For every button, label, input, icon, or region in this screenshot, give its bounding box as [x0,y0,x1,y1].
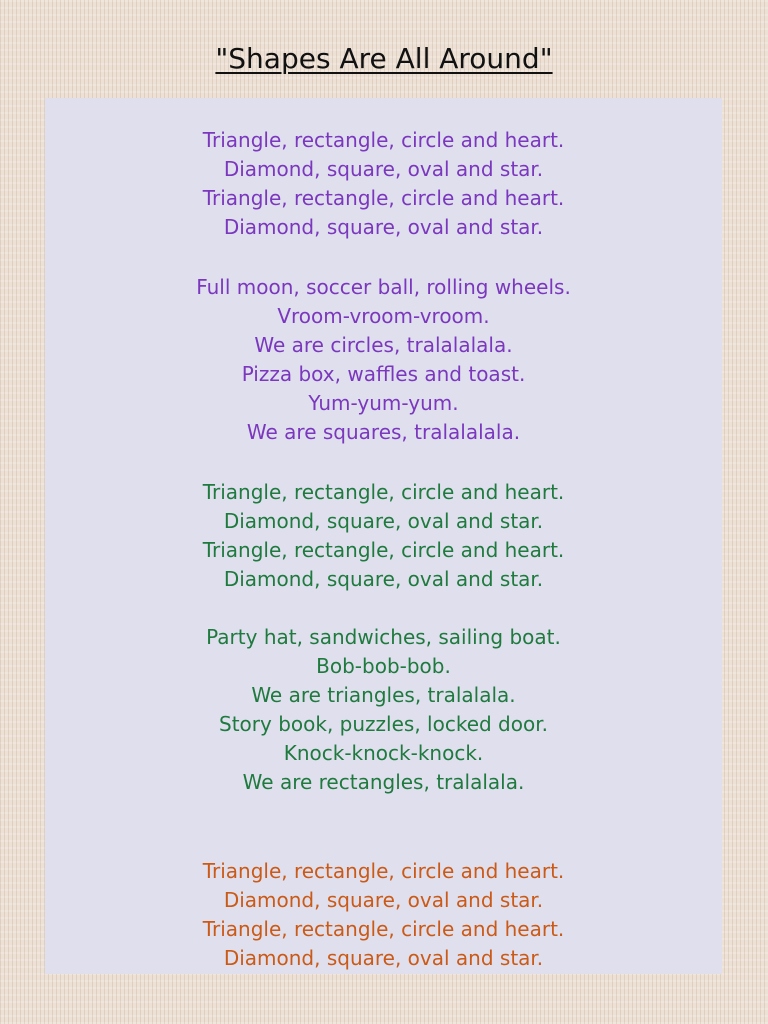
lyric-line: Vroom-vroom-vroom. [277,304,490,328]
lyric-line: Triangle, rectangle, circle and heart. [202,128,565,152]
lyric-line: Triangle, rectangle, circle and heart. [202,538,565,562]
lyric-line: Diamond, square, oval and star. [223,888,544,912]
lyric-line: We are triangles, tralalala. [251,683,516,707]
lyric-line: Diamond, square, oval and star. [223,157,544,181]
stanza-3-chorus [45,478,722,594]
lyric-line: We are squares, tralalalala. [246,420,521,444]
lyric-line: Diamond, square, oval and star. [223,215,544,239]
lyric-line: Full moon, soccer ball, rolling wheels. [196,275,571,299]
lyric-line: Diamond, square, oval and star. [223,946,544,970]
stanza-4-triangles-rectangles [45,623,722,797]
stanza-1-chorus [45,126,722,242]
stanza-2-circles-squares [45,273,722,447]
lyric-line: Diamond, square, oval and star. [223,509,544,533]
lyric-line: Story book, puzzles, locked door. [219,712,548,736]
lyric-line: Triangle, rectangle, circle and heart. [202,186,565,210]
lyric-line: Triangle, rectangle, circle and heart. [202,480,565,504]
lyric-line: Yum-yum-yum. [308,391,459,415]
page-title: "Shapes Are All Around" [215,42,553,75]
lyric-line: We are rectangles, tralalala. [242,770,525,794]
lyric-line: Bob-bob-bob. [316,654,451,678]
lyric-line: Knock-knock-knock. [283,741,484,765]
lyric-line: Triangle, rectangle, circle and heart. [202,859,565,883]
lyrics-panel [45,98,722,974]
lyric-line: Pizza box, waffles and toast. [241,362,526,386]
lyric-line: Diamond, square, oval and star. [223,567,544,591]
lyric-line: Party hat, sandwiches, sailing boat. [206,625,561,649]
lyric-line: Triangle, rectangle, circle and heart. [202,917,565,941]
lyric-line: We are circles, tralalalala. [254,333,513,357]
stanza-5-chorus [45,857,722,973]
page-title-wrap [0,42,768,75]
